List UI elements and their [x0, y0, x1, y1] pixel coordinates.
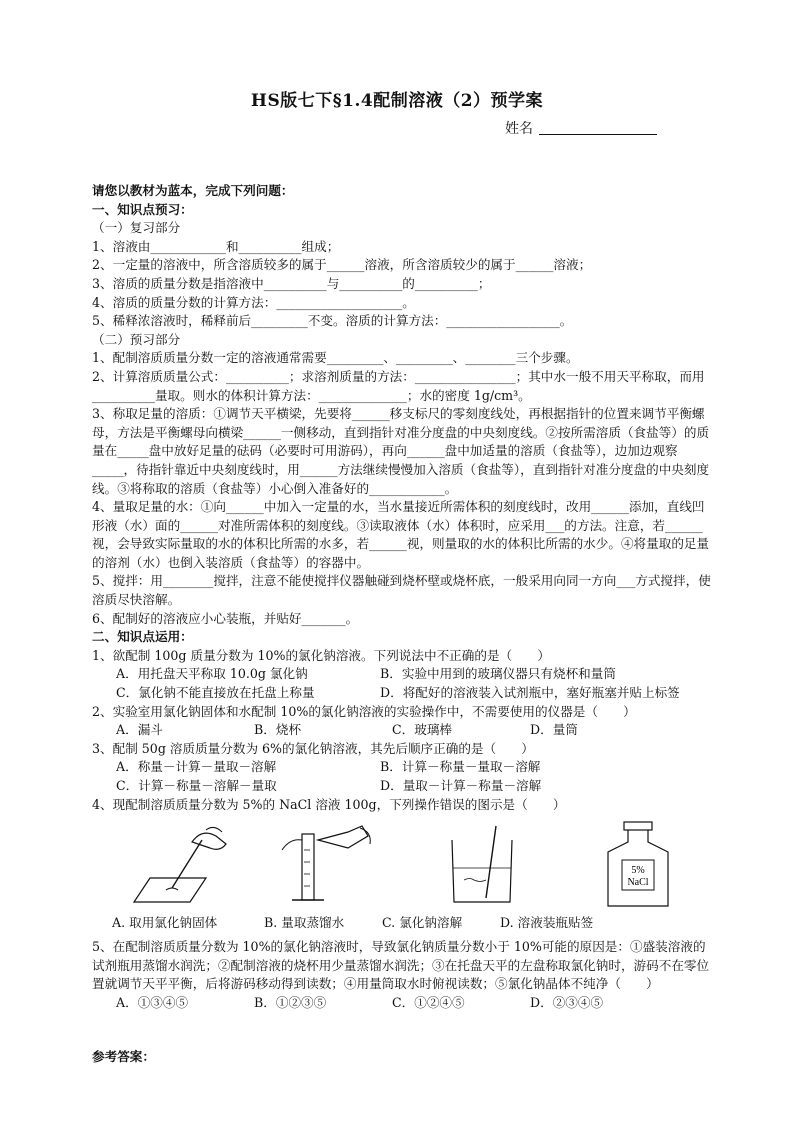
question-stem: 2、实验室用氯化钠固体和水配制 10%的氯化钠溶液的实验操作中，不需要使用的仪器是（ ） [92, 703, 636, 719]
worksheet-body [92, 182, 712, 1013]
question-stem: 3、配制 50g 溶质质量分数为 6%的氯化钠溶液，其先后顺序正确的是（ ） [92, 740, 534, 756]
review-item: 4、溶质的质量分数的计算方法：____________________。 [92, 294, 415, 310]
option-c: C．①②④⑤ [392, 994, 465, 1010]
review-item: 5、稀释浓溶液时，稀释前后_________不变。溶质的计算方法：__________________。 [92, 313, 573, 329]
option-d: D．将配好的溶液装入试剂瓶中，塞好瓶塞并贴上标签 [380, 685, 680, 701]
option-b: B．实验中用到的玻璃仪器只有烧杯和量筒 [380, 666, 616, 682]
option-d: D．量取－计算－称量－溶解 [380, 778, 542, 793]
option-b: B．计算－称量－量取－溶解 [380, 759, 541, 775]
intro-text: 请您以教材为蓝本，完成下列问题： [92, 183, 294, 198]
caption-d: D. 溶液装瓶贴签 [500, 915, 594, 931]
preview-item: 3、称取足量的溶质：①调节天平横梁，先要将______移支标尺的零刻度线处，再根据指针的位置来调节平衡螺母，方法是平衡螺母向横梁______一侧移动，直到指针对准分度盘的中央刻度线。②按所需溶质（食盐等）的质量在_____盘中放好足量的砝码（必要时可用游码），再向______盘中加适量的溶质（食盐等），边加边观察_____，待指针靠近中央刻度线时，用______方法继续慢慢加入溶质（食盐等），直到指针对准分度盘的中央刻度线。③将称取的溶质（食盐等）小心倒入准备好的____________。 [92, 406, 710, 496]
name-blank[interactable] [539, 120, 657, 135]
question-stem: 1、欲配制 100g 质量分数为 10%的氯化钠溶液。下列说法中不正确的是（ ） [92, 647, 550, 663]
option-a: A．①③④⑤ [116, 994, 189, 1010]
option-b: B．烧杯 [254, 722, 302, 738]
preview-item: 6、配制好的溶液应小心装瓶，并贴好_______。 [92, 610, 359, 626]
figure-bottle-label [580, 820, 720, 912]
caption-b: B. 量取蒸馏水 [264, 915, 345, 931]
preview-item: 2、计算溶质质量公式：__________；求溶剂质量的方法：________________；其中水一般不用天平称取，而用__________量取。则水的体积计算方法：______________；水的密度 1g/cm³。 [92, 368, 705, 403]
option-c: C．计算－称量－溶解－量取 [116, 778, 277, 793]
option-b: B．①②③⑤ [254, 994, 327, 1010]
preview-item: 5、搅拌：用________搅拌，注意不能使搅拌仪器触碰到烧杯壁或烧杯底，一般采用向同一方向___方式搅拌，使溶质尽快溶解。 [92, 573, 711, 608]
answer-heading: 参考答案： [92, 1049, 155, 1064]
section2-heading: 二、知识点运用： [92, 629, 193, 645]
part1-heading: （一）复习部分 [92, 220, 181, 236]
option-c: C．氯化钠不能直接放在托盘上称量 [116, 685, 315, 701]
caption-c: C. 氯化钠溶解 [382, 915, 463, 931]
preview-item: 1、配制溶质质量分数一定的溶液通常需要_________、_________、________三个步骤。 [92, 350, 579, 366]
figure-take-solid [120, 820, 260, 912]
option-d: D．②③④⑤ [530, 994, 604, 1010]
bottle-label-percent: 5% [631, 865, 645, 877]
preview-item: 4、量取足量的水：①向______中加入一定量的水，当水量接近所需体积的刻度线时，改用______添加，直线凹形液（水）面的______对准所需体积的刻度线。③读取液体（水）体积时，应采用___的方法。注意，若______视，会导致实际量取的水的体积比所需的水多，若______视，则量取的水的体积比所需的水少。④将量取的足量的溶剂（水）也倒入装溶质（食盐等）的容器中。 [92, 499, 710, 570]
part2-heading: （二）预习部分 [92, 331, 181, 347]
name-label: 姓名 [505, 121, 533, 137]
section1-heading: 一、知识点预习： [92, 201, 193, 217]
option-a: A．用托盘天平称取 10.0g 氯化钠 [116, 666, 308, 682]
review-item: 3、溶质的质量分数是指溶液中__________与__________的__________； [92, 275, 491, 291]
figure-dissolve [424, 820, 564, 912]
operation-figures [92, 820, 712, 938]
caption-a: A. 取用氯化钠固体 [112, 915, 218, 931]
name-field [505, 118, 657, 138]
question-stem: 5、在配制溶质质量分数为 10%的氯化钠溶液时，导致氯化钠质量分数小于 10%可能的原因是：①盛装溶液的试剂瓶用蒸馏水润洗；②配制溶液的烧杯用少量蒸馏水润洗；③在托盘天平的左盘称取氯化钠时，游码不在零位置就调节天平平衡，后将游码移动得到读数；④用量筒取水时俯视读数；⑤氯化钠晶体不纯净（ ） [92, 939, 710, 992]
option-d: D．量筒 [530, 722, 578, 738]
page-title: HS版七下§1.4配制溶液（2）预学案 [250, 91, 544, 111]
bottle-label-substance: NaCl [627, 877, 649, 889]
option-c: C．玻璃棒 [392, 722, 453, 738]
question-stem: 4、现配制溶质质量分数为 5%的 NaCl 溶液 100g，下列操作错误的图示是（ ） [92, 796, 566, 812]
option-a: A．漏斗 [116, 722, 163, 738]
review-item: 2、一定量的溶液中，所含溶质较多的属于______溶液，所含溶质较少的属于______溶液； [92, 257, 592, 273]
figure-measure-water [262, 820, 402, 912]
option-a: A．称量－计算－量取－溶解 [116, 759, 277, 775]
review-item: 1、溶液由____________和__________组成； [92, 238, 340, 254]
